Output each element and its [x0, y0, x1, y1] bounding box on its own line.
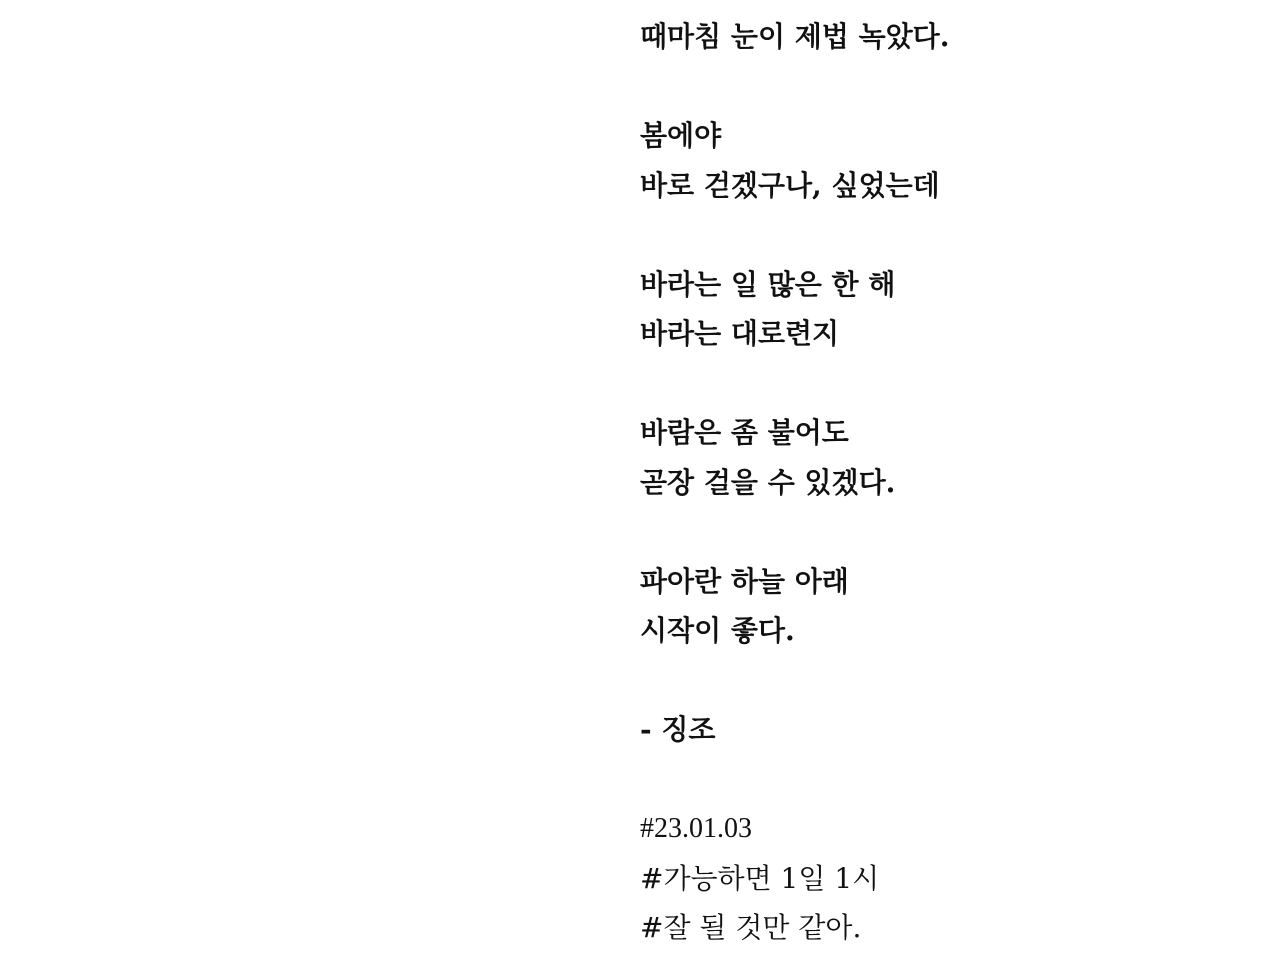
stanza-gap — [640, 755, 1260, 805]
poem-line: 바라는 일 많은 한 해 — [640, 267, 896, 301]
hashtag-date: #23.01.03 — [640, 813, 752, 844]
hashtag: #잘 될 것만 같아. — [640, 911, 862, 944]
stanza-gap — [640, 656, 1260, 706]
poem-line: 바로 걷겠구나, 싶었는데 — [640, 168, 940, 202]
hashtag: #가능하면 1일 1시 — [640, 861, 880, 895]
stanza-gap — [640, 507, 1260, 557]
poem-author: - 징조 — [640, 713, 716, 746]
hashtag-list — [640, 804, 1260, 953]
poem-text-block — [640, 12, 1260, 953]
stanza-gap — [640, 210, 1260, 260]
stanza-gap — [640, 62, 1260, 112]
stanza-gap — [640, 359, 1260, 409]
poem-line: 시작이 좋다. — [640, 614, 795, 647]
poem-line: 때마침 눈이 제법 녹았다. — [640, 20, 950, 53]
poem-line: 바라는 대로련지 — [640, 317, 840, 350]
poem-line: 곧장 걸을 수 있겠다. — [640, 465, 896, 499]
poem-line: 파아란 하늘 아래 — [640, 564, 849, 598]
poem-line: 바람은 좀 불어도 — [640, 416, 849, 449]
poem-line: 봄에야 — [640, 119, 722, 152]
